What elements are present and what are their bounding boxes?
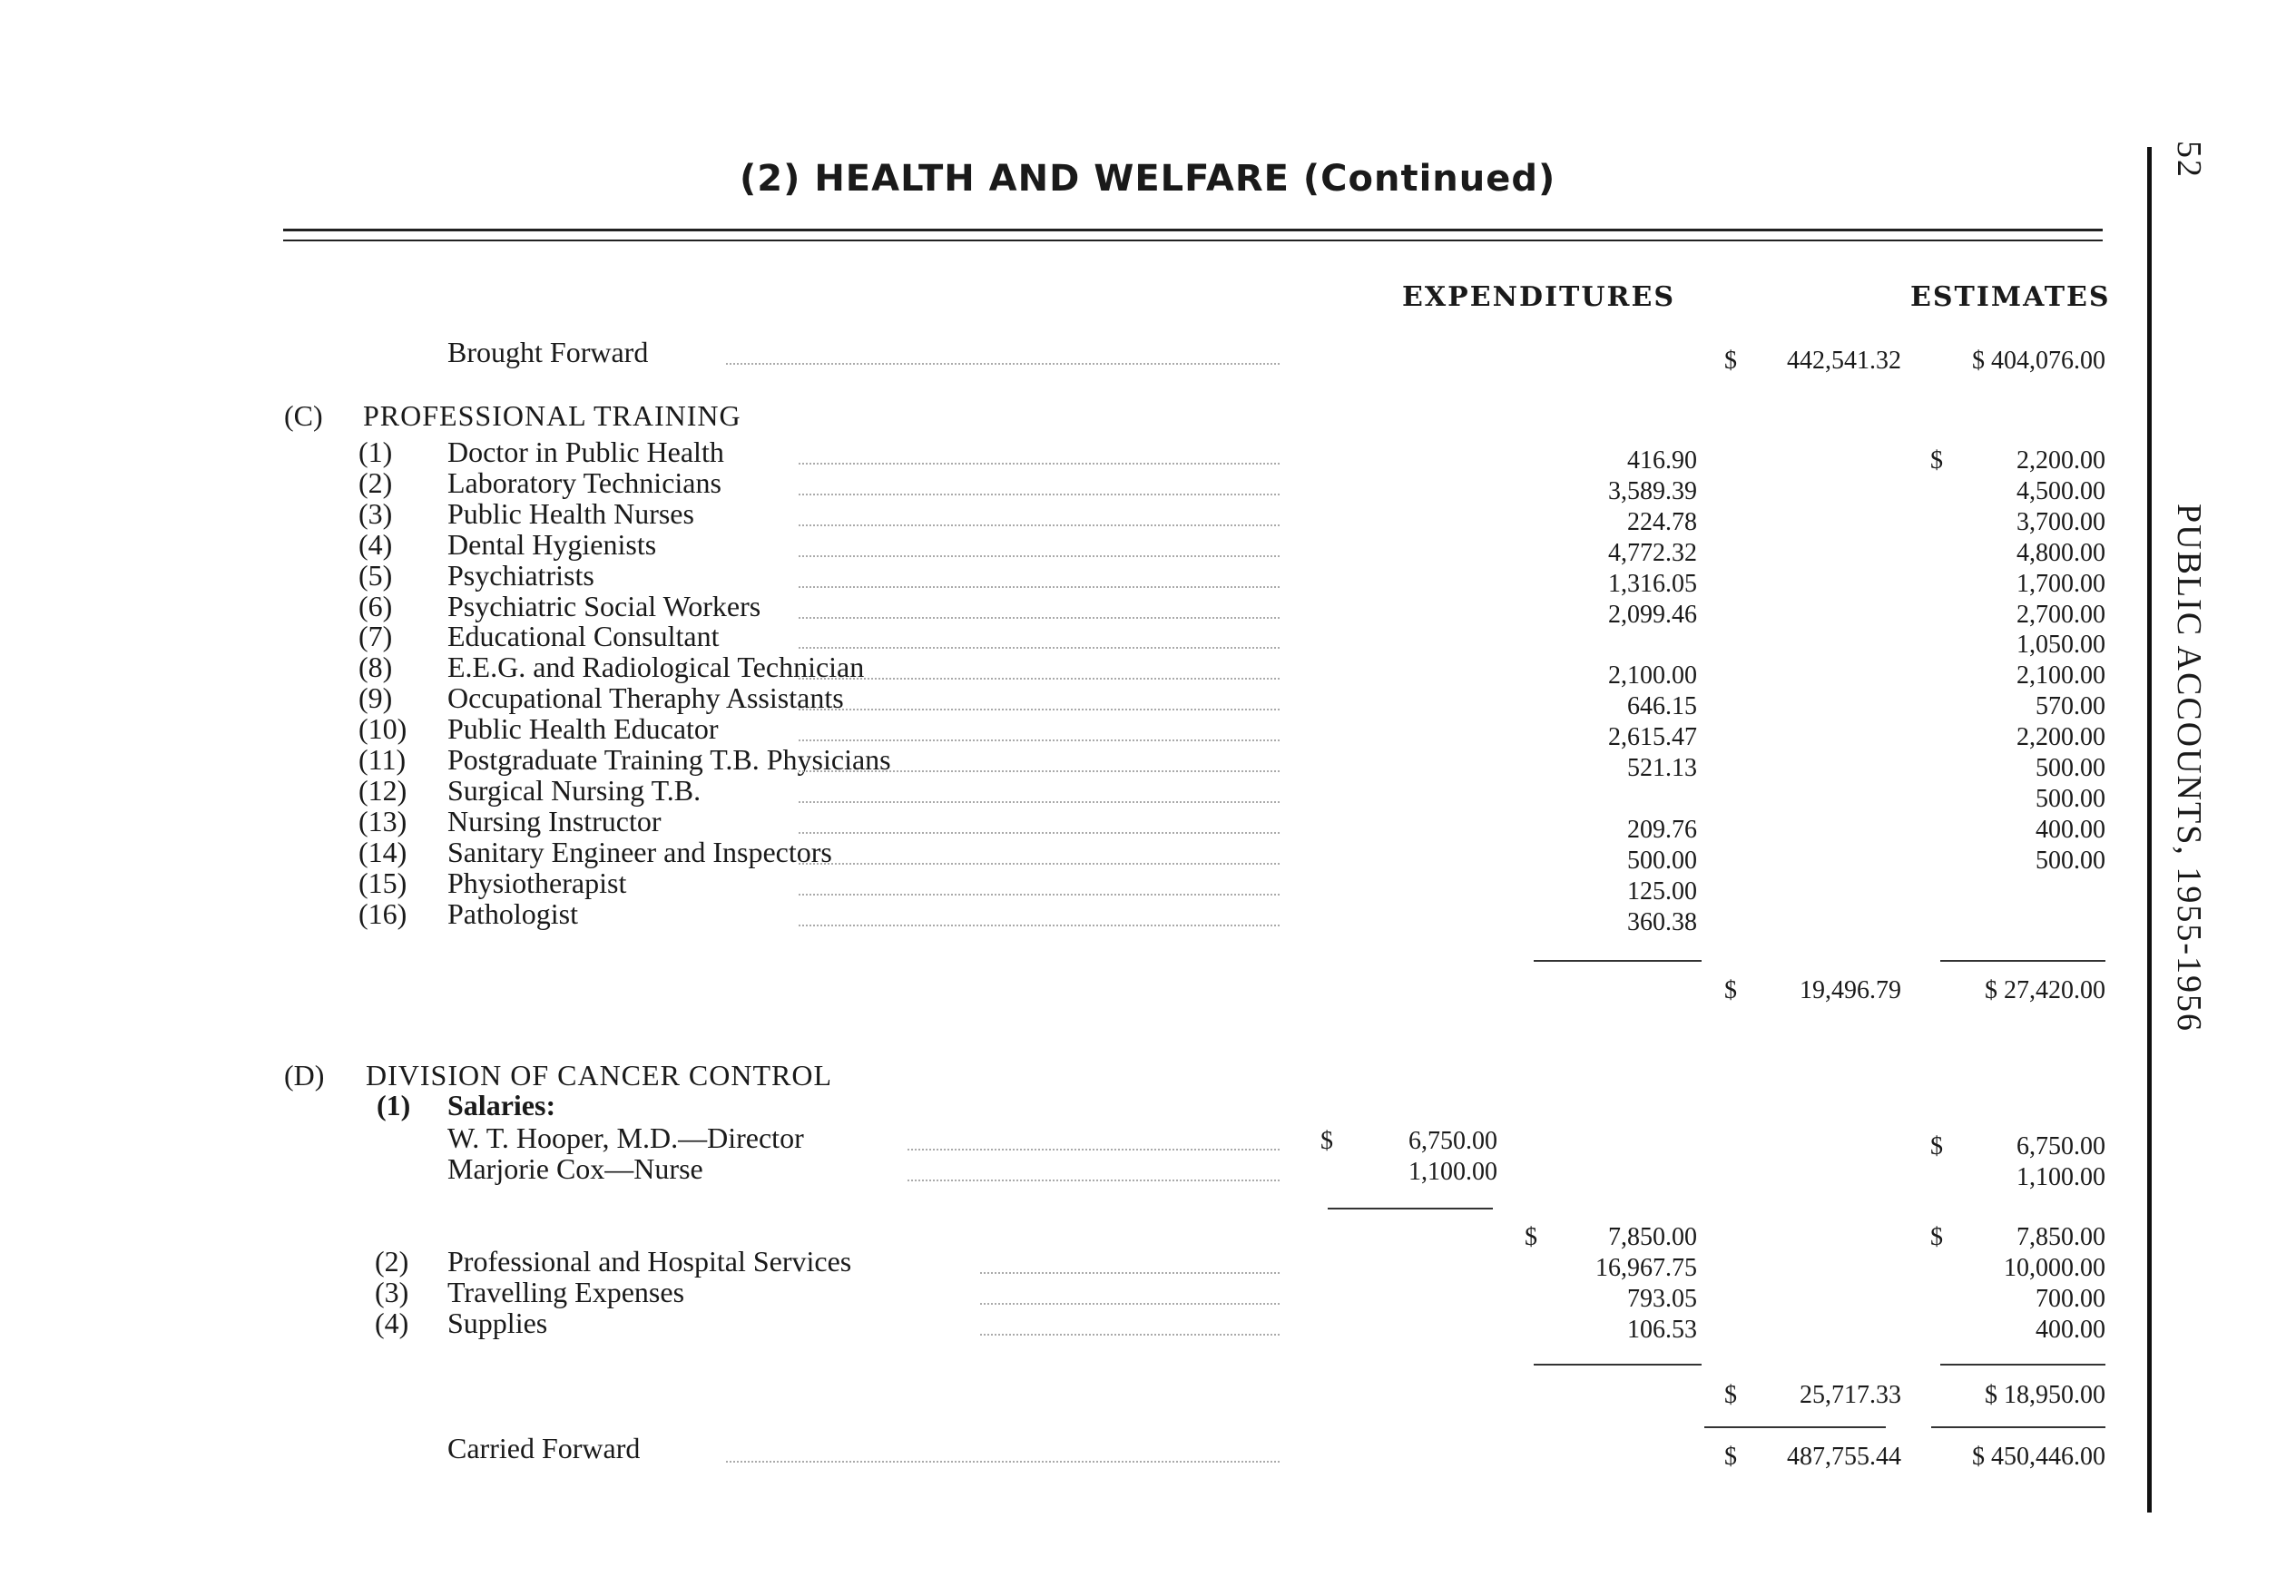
subtotal-rule xyxy=(1534,1364,1702,1366)
item-estimate: 1,050.00 xyxy=(2016,631,2105,659)
leader-dots xyxy=(799,894,1280,896)
item-label: Travelling Expenses xyxy=(447,1276,685,1308)
subtotal-rule xyxy=(1940,1364,2105,1366)
item-label: E.E.G. and Radiological Technician xyxy=(447,651,865,683)
section-c-total-estimate: $ 27,420.00 xyxy=(1985,976,2105,1004)
header-rule-bottom xyxy=(283,240,2103,241)
salaries-label: Salaries: xyxy=(447,1089,556,1121)
margin-rule xyxy=(2147,147,2152,1513)
item-number: (4) xyxy=(375,1307,409,1339)
salary-label: W. T. Hooper, M.D.—Director xyxy=(447,1121,804,1154)
section-c-title: PROFESSIONAL TRAINING xyxy=(363,399,741,432)
item-label: Public Health Educator xyxy=(447,712,719,745)
leader-dots xyxy=(799,678,1280,680)
item-number: (7) xyxy=(358,620,393,652)
item-estimate: 570.00 xyxy=(2036,692,2105,720)
leader-dots xyxy=(726,363,1280,365)
item-expenditure: 106.53 xyxy=(1627,1316,1697,1344)
item-number: (15) xyxy=(358,867,407,899)
item-estimate: 2,200.00 xyxy=(2016,446,2105,475)
item-number: (8) xyxy=(358,651,393,683)
leader-dots xyxy=(799,739,1280,741)
total-rule xyxy=(1931,1426,2105,1428)
leader-dots xyxy=(799,801,1280,803)
item-estimate: 2,700.00 xyxy=(2016,601,2105,629)
section-d-title: DIVISION OF CANCER CONTROL xyxy=(366,1059,833,1092)
dollar-sign: $ xyxy=(1724,976,1737,1004)
item-estimate: 700.00 xyxy=(2036,1285,2105,1313)
page-title: (2) HEALTH AND WELFARE (Continued) xyxy=(740,158,1556,200)
item-number: (12) xyxy=(358,774,407,807)
item-label: Postgraduate Training T.B. Physicians xyxy=(447,743,891,776)
item-expenditure: 2,615.47 xyxy=(1608,723,1697,751)
item-label: Surgical Nursing T.B. xyxy=(447,774,702,807)
carried-forward-expenditure: 487,755.44 xyxy=(1787,1443,1901,1471)
brought-forward-estimate: $ 404,076.00 xyxy=(1972,347,2105,375)
estimates-heading: ESTIMATES xyxy=(1910,281,2111,313)
item-number: (3) xyxy=(375,1276,409,1308)
dollar-sign: $ xyxy=(1320,1127,1333,1155)
item-estimate: 2,100.00 xyxy=(2016,661,2105,690)
item-expenditure: 224.78 xyxy=(1627,508,1697,536)
brought-forward-expenditure: 442,541.32 xyxy=(1787,347,1901,375)
carried-forward-estimate: $ 450,446.00 xyxy=(1972,1443,2105,1471)
item-number: (3) xyxy=(358,497,393,530)
leader-dots xyxy=(799,524,1280,526)
item-estimate: 400.00 xyxy=(2036,1316,2105,1344)
leader-dots xyxy=(799,617,1280,619)
item-estimate: 500.00 xyxy=(2036,785,2105,813)
leader-dots xyxy=(799,770,1280,772)
item-number: (2) xyxy=(358,466,393,499)
leader-dots xyxy=(980,1334,1280,1336)
item-expenditure: 793.05 xyxy=(1627,1285,1697,1313)
section-d-total-estimate: $ 18,950.00 xyxy=(1985,1381,2105,1409)
leader-dots xyxy=(799,709,1280,710)
item-number: (6) xyxy=(358,590,393,622)
salaries-total-estimate: 7,850.00 xyxy=(2016,1223,2105,1251)
item-label: Sanitary Engineer and Inspectors xyxy=(447,836,832,868)
leader-dots xyxy=(799,647,1280,649)
item-estimate: 500.00 xyxy=(2036,847,2105,875)
leader-dots xyxy=(799,555,1280,557)
item-expenditure: 209.76 xyxy=(1627,816,1697,844)
item-number: (13) xyxy=(358,805,407,837)
dollar-sign: $ xyxy=(1930,1223,1943,1251)
section-d-code: (D) xyxy=(284,1059,325,1092)
item-number: (5) xyxy=(358,559,393,592)
item-estimate: 3,700.00 xyxy=(2016,508,2105,536)
item-estimate: 400.00 xyxy=(2036,816,2105,844)
item-expenditure: 360.38 xyxy=(1627,908,1697,936)
section-d-total-expenditure: 25,717.33 xyxy=(1800,1381,1901,1409)
page-number: 52 xyxy=(2170,141,2208,179)
leader-dots xyxy=(980,1303,1280,1305)
item-number: (9) xyxy=(358,681,393,714)
item-expenditure: 3,589.39 xyxy=(1608,477,1697,505)
side-running-head xyxy=(2169,141,2223,1184)
salary-estimate: 1,100.00 xyxy=(2016,1163,2105,1191)
salary-label: Marjorie Cox—Nurse xyxy=(447,1152,703,1185)
item-number: (11) xyxy=(358,743,407,776)
salary-estimate: 6,750.00 xyxy=(2016,1132,2105,1160)
item-label: Nursing Instructor xyxy=(447,805,662,837)
item-estimate: 4,800.00 xyxy=(2016,539,2105,567)
item-expenditure: 4,772.32 xyxy=(1608,539,1697,567)
item-expenditure: 16,967.75 xyxy=(1595,1254,1697,1282)
item-label: Supplies xyxy=(447,1307,548,1339)
item-label: Public Health Nurses xyxy=(447,497,694,530)
brought-forward-label: Brought Forward xyxy=(447,336,649,368)
section-c-total-expenditure: 19,496.79 xyxy=(1800,976,1901,1004)
item-label: Professional and Hospital Services xyxy=(447,1245,852,1278)
leader-dots xyxy=(799,494,1280,495)
item-expenditure: 646.15 xyxy=(1627,692,1697,720)
leader-dots xyxy=(980,1272,1280,1274)
item-number: (1) xyxy=(358,436,393,468)
leader-dots xyxy=(799,863,1280,865)
expenditures-heading: EXPENDITURES xyxy=(1402,281,1675,313)
item-expenditure: 1,316.05 xyxy=(1608,570,1697,598)
item-estimate: 4,500.00 xyxy=(2016,477,2105,505)
dollar-sign: $ xyxy=(1930,1132,1943,1160)
item-expenditure: 125.00 xyxy=(1627,877,1697,906)
item-number: (14) xyxy=(358,836,407,868)
dollar-sign: $ xyxy=(1930,446,1943,475)
leader-dots xyxy=(799,832,1280,834)
item-label: Pathologist xyxy=(447,897,579,930)
leader-dots xyxy=(799,586,1280,588)
item-expenditure: 2,099.46 xyxy=(1608,601,1697,629)
item-expenditure: 416.90 xyxy=(1627,446,1697,475)
side-title: PUBLIC ACCOUNTS, 1955-1956 xyxy=(2170,504,2208,1033)
header-rule-top xyxy=(283,229,2103,231)
section-c-code: (C) xyxy=(284,399,323,432)
leader-dots xyxy=(908,1180,1280,1181)
salary-amount: 1,100.00 xyxy=(1408,1158,1497,1186)
leader-dots xyxy=(726,1461,1280,1463)
dollar-sign: $ xyxy=(1724,347,1737,375)
dollar-sign: $ xyxy=(1724,1381,1737,1409)
item-number: (16) xyxy=(358,897,407,930)
item-label: Psychiatrists xyxy=(447,559,594,592)
item-expenditure: 2,100.00 xyxy=(1608,661,1697,690)
salaries-total: 7,850.00 xyxy=(1608,1223,1697,1251)
item-number: (4) xyxy=(358,528,393,561)
leader-dots xyxy=(799,463,1280,465)
item-label: Physiotherapist xyxy=(447,867,627,899)
item-estimate: 500.00 xyxy=(2036,754,2105,782)
salary-amount: 6,750.00 xyxy=(1408,1127,1497,1155)
salaries-num: (1) xyxy=(377,1089,411,1121)
subtotal-rule xyxy=(1534,960,1702,962)
item-estimate: 10,000.00 xyxy=(2004,1254,2105,1282)
item-label: Psychiatric Social Workers xyxy=(447,590,761,622)
item-expenditure: 500.00 xyxy=(1627,847,1697,875)
item-number: (2) xyxy=(375,1245,409,1278)
total-rule xyxy=(1704,1426,1886,1428)
item-number: (10) xyxy=(358,712,407,745)
subtotal-rule xyxy=(1328,1208,1493,1209)
item-estimate: 2,200.00 xyxy=(2016,723,2105,751)
item-expenditure: 521.13 xyxy=(1627,754,1697,782)
item-label: Occupational Theraphy Assistants xyxy=(447,681,844,714)
item-label: Dental Hygienists xyxy=(447,528,657,561)
item-estimate: 1,700.00 xyxy=(2016,570,2105,598)
item-label: Laboratory Technicians xyxy=(447,466,721,499)
item-label: Doctor in Public Health xyxy=(447,436,724,468)
leader-dots xyxy=(799,925,1280,926)
subtotal-rule xyxy=(1940,960,2105,962)
item-label: Educational Consultant xyxy=(447,620,720,652)
leader-dots xyxy=(908,1149,1280,1150)
dollar-sign: $ xyxy=(1525,1223,1537,1251)
carried-forward-label: Carried Forward xyxy=(447,1432,641,1464)
dollar-sign: $ xyxy=(1724,1443,1737,1471)
